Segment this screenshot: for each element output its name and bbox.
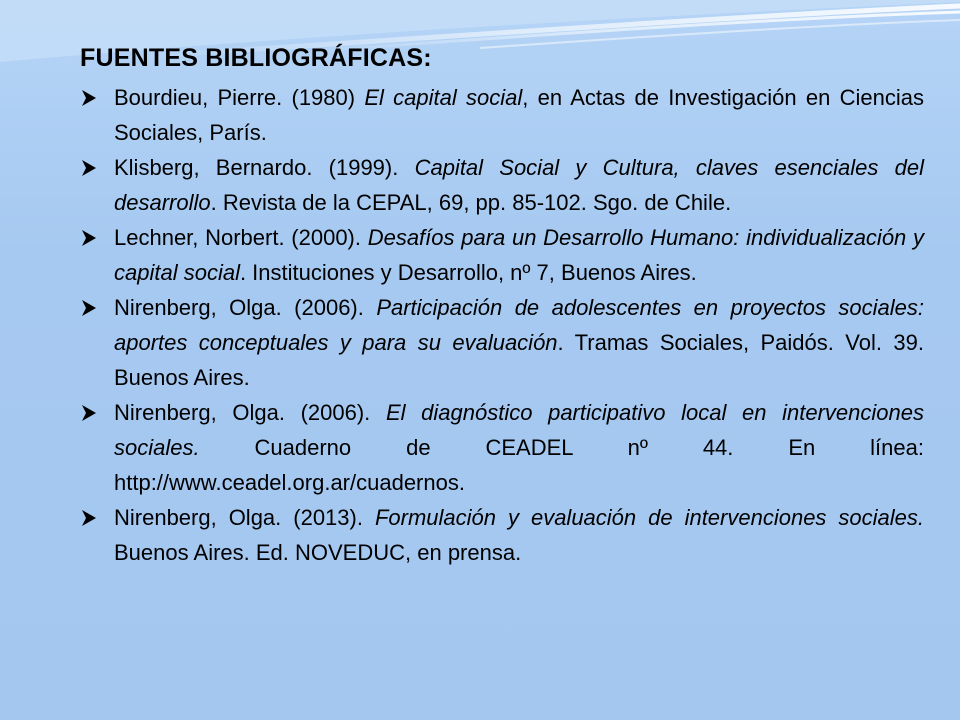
arrow-bullet-icon (80, 159, 98, 177)
arrow-bullet-icon (80, 509, 98, 527)
reference-item (78, 150, 924, 220)
arrow-bullet-icon (80, 299, 98, 317)
reference-author-year: Bourdieu, Pierre. (1980) (114, 85, 365, 110)
reference-list (78, 80, 924, 570)
reference-author-year: Nirenberg, Olga. (2006). (114, 400, 386, 425)
reference-item (78, 220, 924, 290)
reference-item (78, 500, 924, 570)
reference-author-year: Lechner, Norbert. (2000). (114, 225, 368, 250)
slide-title: FUENTES BIBLIOGRÁFICAS: (80, 44, 432, 72)
reference-title: Participación de adolescentes en proyectos sociales: aportes conceptuales y para su evaluación (114, 295, 924, 355)
reference-source: . Revista de la CEPAL, 69, pp. 85-102. Sgo. de Chile. (210, 190, 732, 215)
reference-title: Desafíos para un Desarrollo Humano: individualización y capital social (114, 225, 924, 285)
reference-title: Formulación y evaluación de intervenciones sociales. (374, 505, 925, 530)
arrow-bullet-icon (80, 404, 98, 422)
reference-source: Cuaderno de CEADEL nº 44. En línea: http://www.ceadel.org.ar/cuadernos. (114, 435, 924, 495)
arrow-bullet-icon (80, 89, 98, 107)
reference-author-year: Klisberg, Bernardo. (1999). (114, 155, 415, 180)
reference-source: , en Actas de Investigación en Ciencias Sociales, París. (114, 85, 924, 145)
reference-source: . Instituciones y Desarrollo, nº 7, Buenos Aires. (239, 260, 697, 285)
reference-title: El diagnóstico participativo local en intervenciones sociales. (114, 400, 924, 460)
reference-source: Buenos Aires. Ed. NOVEDUC, en prensa. (114, 540, 522, 565)
reference-item (78, 80, 924, 150)
reference-title: El capital social (364, 85, 523, 110)
reference-title: Capital Social y Cultura, claves esenciales del desarrollo (114, 155, 924, 215)
reference-author-year: Nirenberg, Olga. (2006). (114, 295, 377, 320)
reference-item (78, 290, 924, 395)
reference-item (78, 395, 924, 500)
reference-author-year: Nirenberg, Olga. (2013). (114, 505, 375, 530)
reference-source: . Tramas Sociales, Paidós. Vol. 39. Buenos Aires. (114, 330, 924, 390)
arrow-bullet-icon (80, 229, 98, 247)
